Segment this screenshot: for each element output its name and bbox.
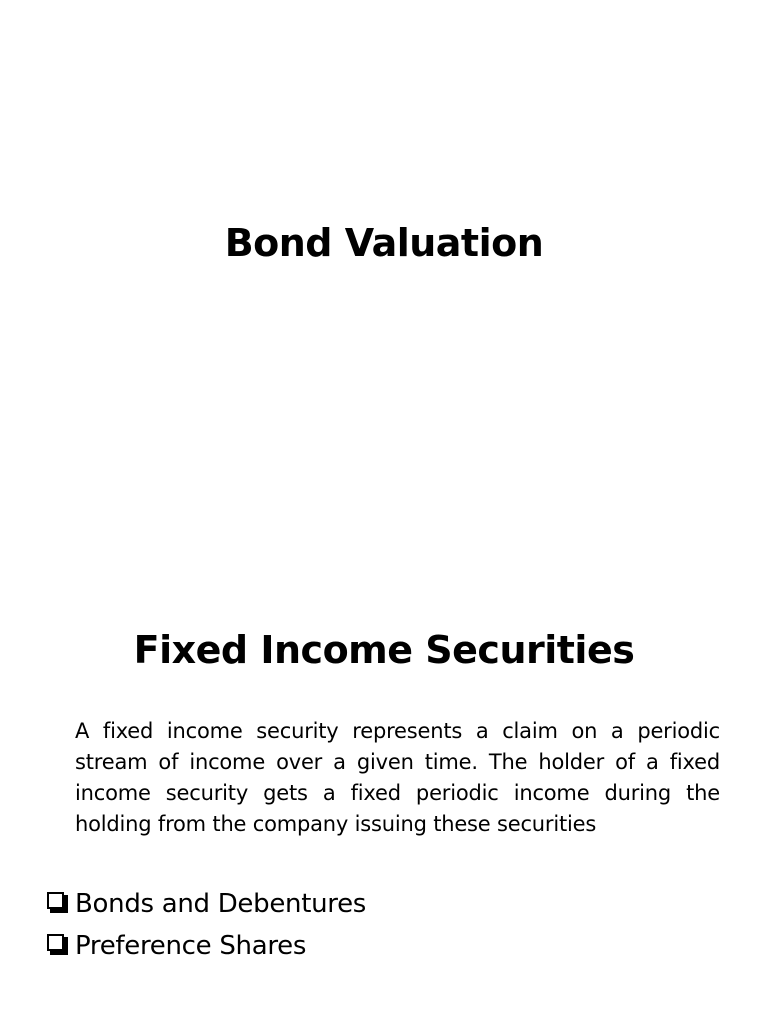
bullet-item bbox=[47, 925, 366, 967]
slide-title-bond-valuation: Bond Valuation bbox=[224, 221, 544, 265]
checkbox-icon bbox=[47, 934, 68, 955]
bullet-list bbox=[47, 883, 366, 967]
bullet-label: Preference Shares bbox=[75, 931, 307, 961]
slide-title-fixed-income-securities: Fixed Income Securities bbox=[133, 628, 635, 672]
intro-paragraph: A fixed income security represents a claim on a periodic stream of income over a given time. The holder of a fixed income security gets a fixed periodic income during the holding from the company issuing these securities bbox=[75, 719, 720, 836]
bullet-item bbox=[47, 883, 366, 925]
bullet-label: Bonds and Debentures bbox=[75, 889, 367, 919]
checkbox-icon bbox=[47, 892, 68, 913]
